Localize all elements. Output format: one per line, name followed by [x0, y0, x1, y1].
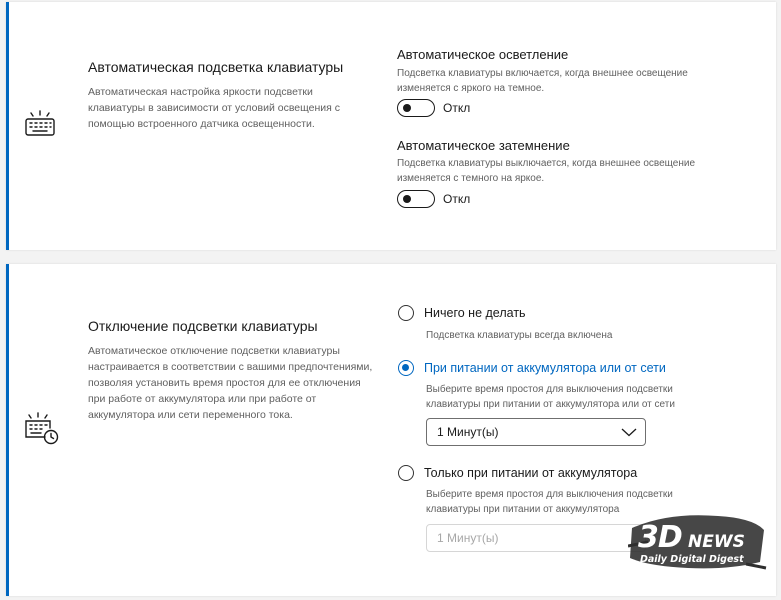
auto-brighten-title: Автоматическое осветление — [397, 47, 569, 62]
auto-dim-toggle-label: Откл — [443, 192, 471, 206]
option-battery-or-ac-radio[interactable] — [398, 360, 414, 376]
auto-dim-description: Подсветка клавиатуры выключается, когда внешнее освещение изменяется с темного на яркое. — [397, 158, 696, 184]
option-do-nothing[interactable] — [398, 305, 526, 321]
option-battery-only[interactable] — [398, 465, 637, 481]
option-battery-or-ac-description: Выберите время простоя для выключения подсветки клавиатуры при питании от аккумулятора или от сети — [426, 384, 675, 410]
option-do-nothing-radio[interactable] — [398, 305, 414, 321]
toggle-thumb — [403, 104, 411, 112]
toggle-thumb — [403, 195, 411, 203]
option-do-nothing-description: Подсветка клавиатуры всегда включена — [426, 330, 613, 341]
option-battery-or-ac[interactable] — [398, 360, 666, 376]
auto-backlight-description: Автоматическая настройка яркости подсветки клавиатуры в зависимости от условий освещения с помощью встроенного датчика освещенности. — [88, 86, 340, 130]
battery-only-timeout-select — [426, 524, 646, 552]
auto-backlight-card — [6, 2, 776, 250]
auto-backlight-title: Автоматическая подсветка клавиатуры — [88, 59, 344, 75]
backlight-off-title: Отключение подсветки клавиатуры — [88, 318, 318, 334]
auto-dim-title: Автоматическое затемнение — [397, 138, 570, 153]
keyboard-backlight-icon — [23, 110, 57, 138]
option-battery-only-label: Только при питании от аккумулятора — [424, 466, 638, 480]
chevron-down-icon — [621, 427, 637, 437]
auto-dim-toggle-switch[interactable] — [397, 190, 435, 208]
watermark-brand: NEWS — [688, 532, 745, 552]
option-battery-only-radio[interactable] — [398, 465, 414, 481]
option-battery-only-description: Выберите время простоя для выключения подсветки клавиатуры при питании от аккумулятора — [426, 489, 673, 515]
battery-or-ac-timeout-value: 1 Минут(ы) — [437, 425, 499, 439]
auto-dim-toggle[interactable] — [397, 190, 470, 208]
option-battery-or-ac-label: При питании от аккумулятора или от сети — [424, 361, 666, 375]
auto-brighten-description: Подсветка клавиатуры включается, когда внешнее освещение изменяется с яркого на темное. — [397, 68, 688, 94]
watermark-tagline: Daily Digital Digest — [640, 554, 744, 565]
battery-or-ac-timeout-select[interactable] — [426, 418, 646, 446]
auto-brighten-toggle-switch[interactable] — [397, 99, 435, 117]
auto-brighten-toggle-label: Откл — [443, 101, 471, 115]
3dnews-watermark — [628, 506, 768, 586]
backlight-off-description: Автоматическое отключение подсветки клавиатуры настраивается в соответствии с вашими предпочтениями, позволяя установить время простоя для ее отключения при работе от аккумулятора или при работе от аккумулятора или сети переменного тока. — [88, 345, 373, 421]
auto-brighten-toggle[interactable] — [397, 99, 470, 117]
option-do-nothing-label: Ничего не делать — [424, 306, 526, 320]
battery-only-timeout-value: 1 Минут(ы) — [437, 531, 499, 545]
keyboard-timer-icon — [23, 412, 59, 446]
watermark-logo: 3D — [638, 520, 682, 555]
